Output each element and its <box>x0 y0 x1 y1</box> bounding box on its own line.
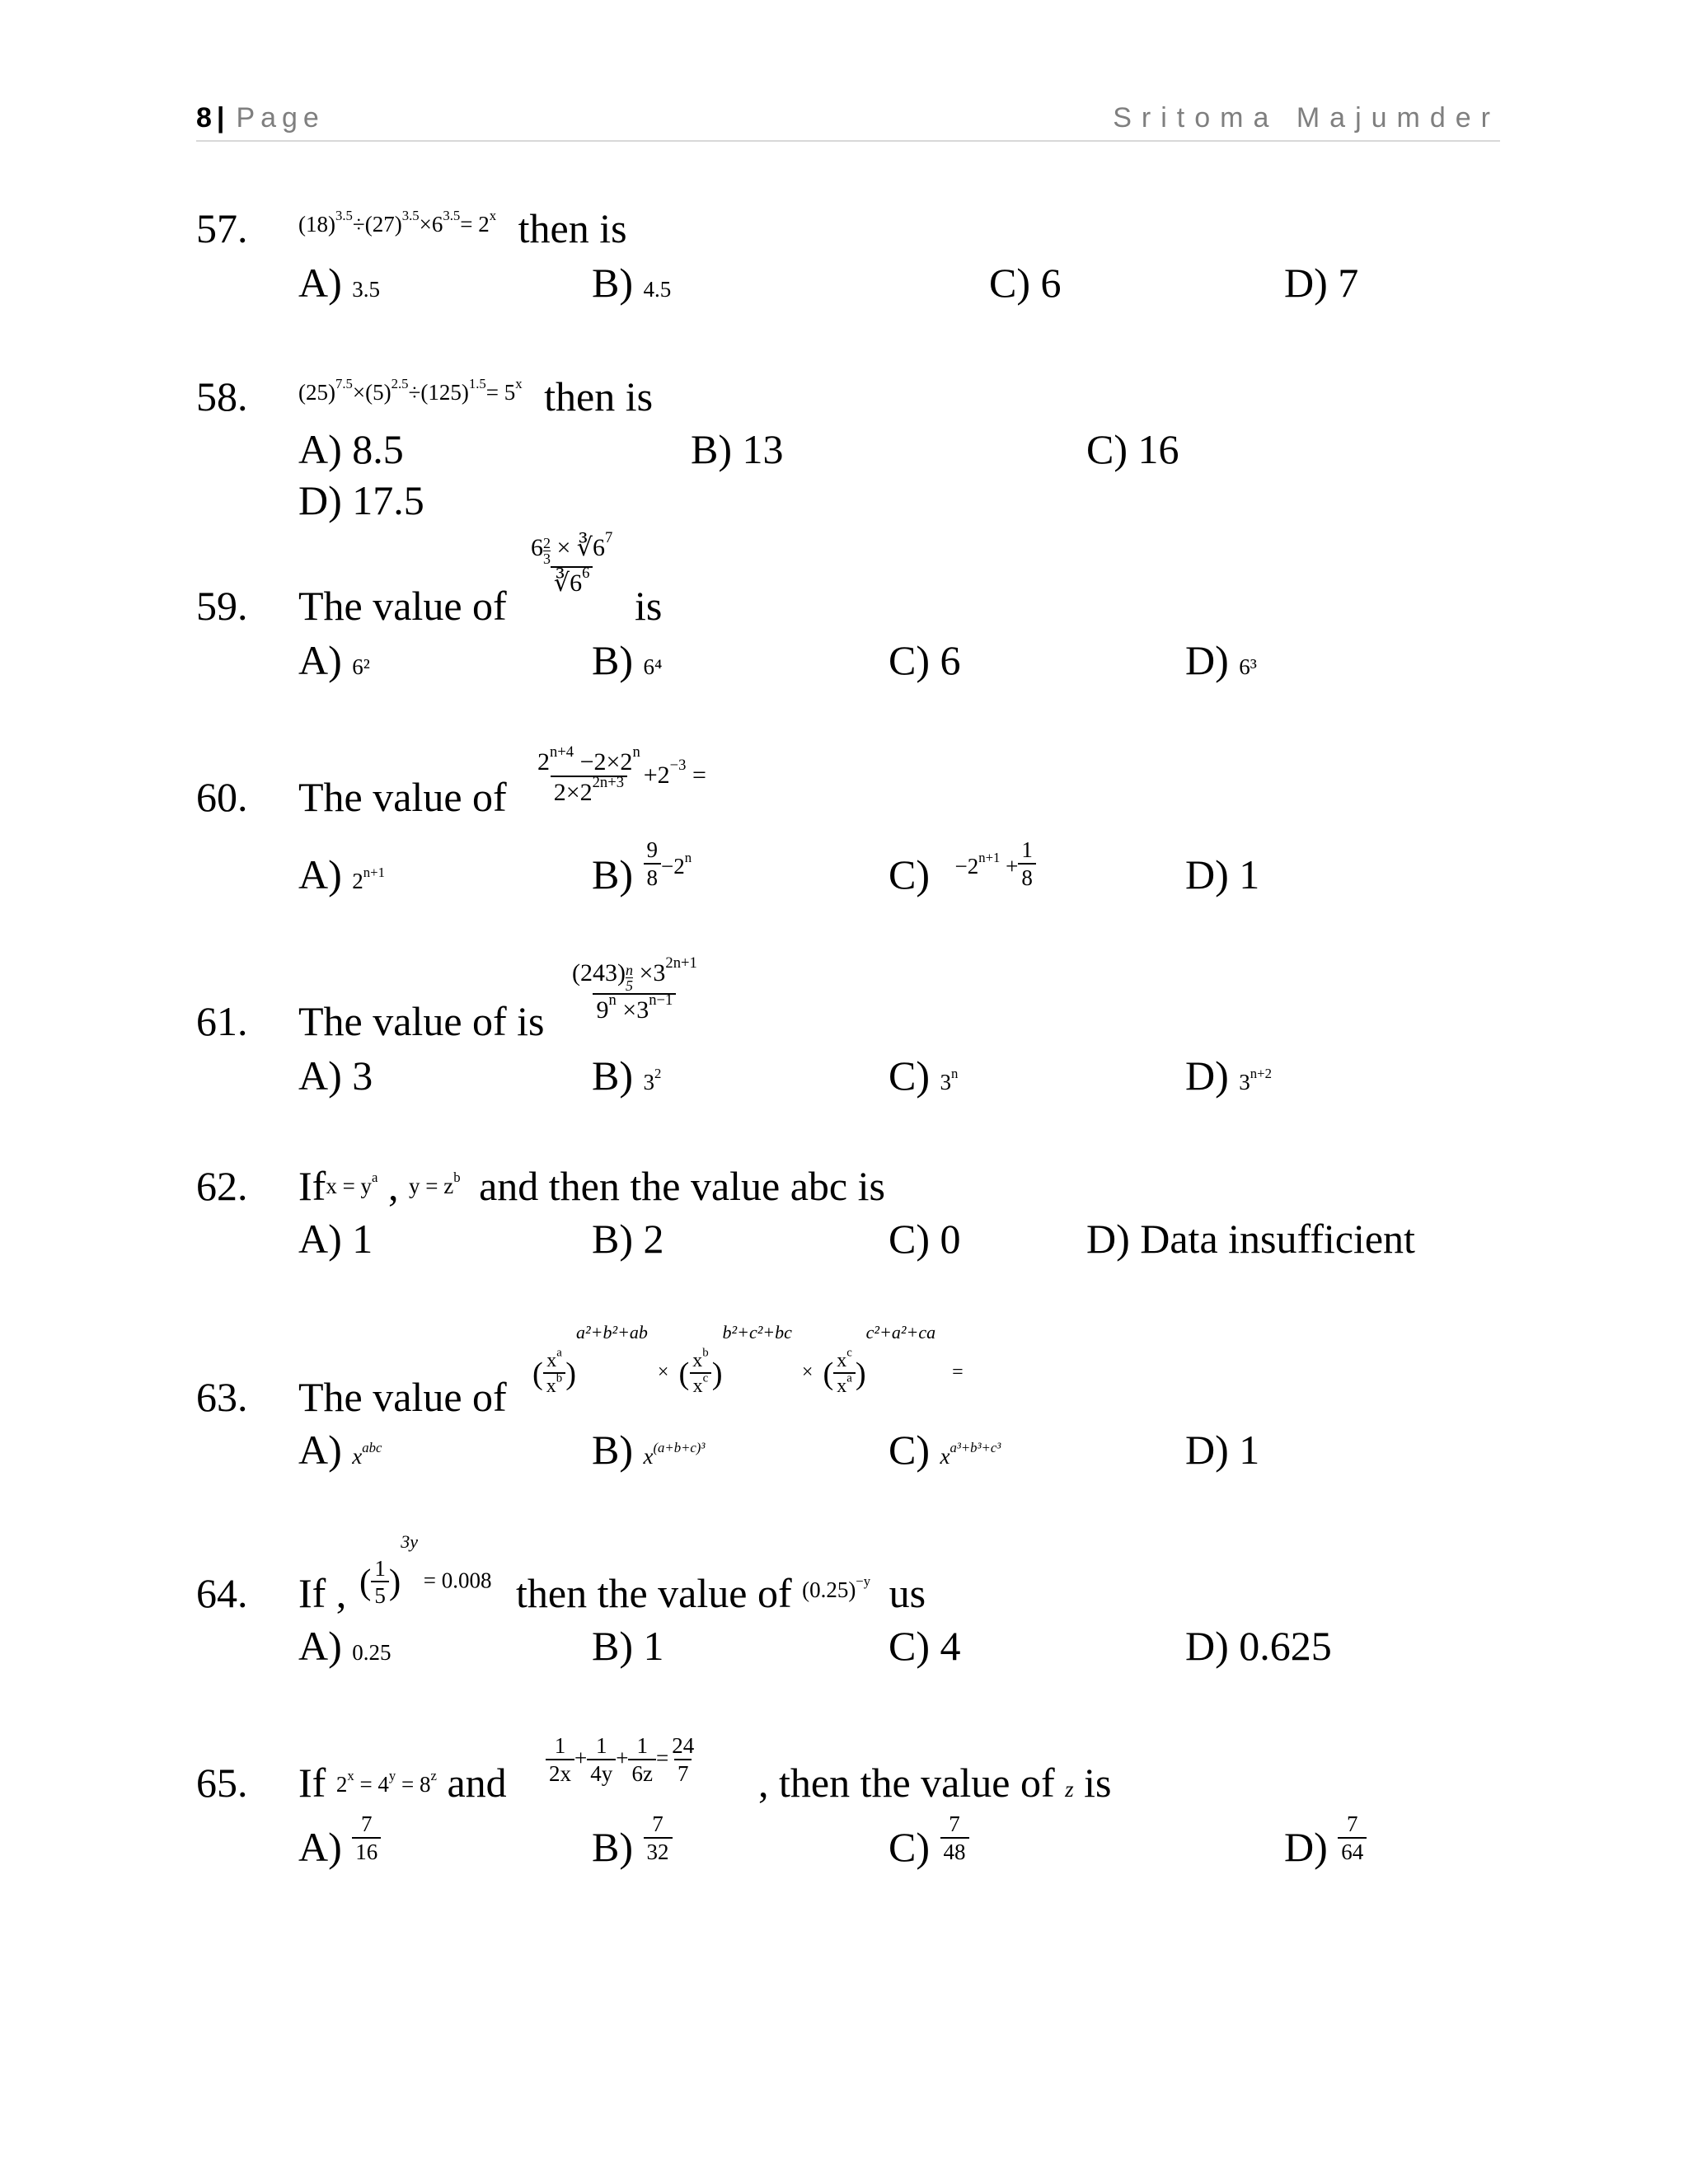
option-a[interactable]: A) 3.5 <box>298 260 381 306</box>
math-expression: ( $\frac{x^a}{x^b}$ )a²+b²+ab × ( $\frac{x^b}{x^c}$ )b²+c²+bc × ( $\frac{x^c}{x^a}$ )c²+a²+ca = <box>532 1322 964 1397</box>
option-d[interactable]: D) 1 <box>1185 1427 1260 1473</box>
math-expression: $\frac{2^{n+4} -2\times 2^n}{2\times 2^{2n+3}}$ $+2^{-3}$ = <box>537 743 706 806</box>
question-stem: Ifx = $y^a$ , $y = z^b$ and then the value abc is <box>298 1163 885 1209</box>
option-b[interactable]: B) 13 <box>691 426 784 472</box>
question-number: 57. <box>196 205 248 251</box>
option-c[interactable]: C) 3$^n$ <box>889 1052 959 1099</box>
option-c[interactable]: C) $x^{a^3+b^3+c^3}$ <box>889 1427 1001 1473</box>
question-stem: If $2^x = 4^y = 8^z$ and <box>298 1760 507 1806</box>
option-d[interactable]: D) $\frac{7}{64}$ <box>1284 1823 1367 1877</box>
option-c[interactable]: C) 0 <box>889 1216 961 1262</box>
option-b[interactable]: B) 2 <box>592 1216 664 1262</box>
option-d[interactable]: D) $3^{n+2}$ <box>1185 1052 1272 1099</box>
math-expression: 6 $\frac{2}{3}$ × $∛6^7$ $∛6^6$ <box>531 529 613 597</box>
option-a[interactable]: A) 0.25 <box>298 1623 392 1669</box>
option-a[interactable]: A) 8.5 <box>298 426 404 472</box>
question-number: 58. <box>196 373 248 419</box>
option-b[interactable]: B) 6⁴ <box>592 637 663 683</box>
question-number: 62. <box>196 1163 248 1209</box>
option-a[interactable]: A) $\frac{7}{16}$ <box>298 1823 381 1877</box>
question-number: 65. <box>196 1760 248 1806</box>
math-expression: ( $\frac{1}{5}$ )$^{3y}$ = 0.008 <box>359 1531 492 1609</box>
option-d[interactable]: D) 6³ <box>1185 637 1257 683</box>
page-word: Page <box>236 102 325 134</box>
question-stem: The value of <box>298 1374 507 1420</box>
option-a[interactable]: A) $x^{abc}$ <box>298 1427 382 1473</box>
question-stem: If , <box>298 1570 347 1616</box>
question-stem-b: then the value of $^{(0.25)^{-y}}$ us <box>516 1570 926 1616</box>
page-number: 8 <box>196 102 212 134</box>
option-a[interactable]: A) 1 <box>298 1216 373 1262</box>
math-expression: (243) $\frac{n}{5}$ $\times 3^{2n+1}$ $9^n \times 3^{n-1}$ <box>572 954 697 1024</box>
option-b[interactable]: B) $x^{(a+b+c)^3}$ <box>592 1427 706 1473</box>
question-number: 60. <box>196 774 248 820</box>
math-expression: $(25)^{7.5}\times(5)^{2.5}\div(125)^{1.5}= 5^x$ <box>298 376 523 405</box>
option-d[interactable]: D) 0.625 <box>1185 1623 1332 1669</box>
question-tail: is <box>635 583 663 629</box>
option-c[interactable]: C) 6 <box>989 260 1062 306</box>
option-c[interactable]: C) 4 <box>889 1623 961 1669</box>
question-stem: $(18)^{3.5}\div(27)^{3.5}\times 6^{3.5}= 2^x$ then is <box>298 205 627 251</box>
option-c[interactable]: C) 6 <box>889 637 961 683</box>
option-b[interactable]: B) 1 <box>592 1623 664 1669</box>
question-stem: The value of is <box>298 998 545 1044</box>
option-d[interactable]: D) 7 <box>1284 260 1359 306</box>
option-b[interactable]: B) 4.5 <box>592 260 672 306</box>
page-header <box>196 97 1500 142</box>
question-stem: The value of <box>298 583 507 629</box>
option-b[interactable]: B) $3^2$ <box>592 1052 662 1099</box>
option-d[interactable]: D) 1 <box>1185 851 1260 898</box>
option-c[interactable]: C) 16 <box>1086 426 1179 472</box>
option-b[interactable]: B) $\frac{9}{8}$ $^{-2^n}$ <box>592 837 692 898</box>
question-stem: The value of <box>298 774 507 820</box>
page-label: 8 | Page <box>196 102 325 134</box>
option-a[interactable]: A) 3 <box>298 1052 373 1099</box>
option-d[interactable]: D) 17.5 <box>298 477 424 523</box>
question-number: 61. <box>196 998 248 1044</box>
question-stem-c: , then the value of z is <box>758 1760 1112 1806</box>
question-number: 59. <box>196 583 248 629</box>
option-b[interactable]: B) $\frac{7}{32}$ <box>592 1823 673 1877</box>
option-a[interactable]: A) $2^{n+1}$ <box>298 851 385 898</box>
question-stem: $(25)^{7.5}\times(5)^{2.5}\div(125)^{1.5}= 5^x$ then is <box>298 373 654 419</box>
author-name: Sritoma Majumder <box>1113 102 1500 134</box>
question-number: 64. <box>196 1570 248 1616</box>
math-expression: $\frac{1}{2x}$ + $\frac{1}{4y}$ + $\frac{1}{6z}$ = $\frac{24}{7}$ <box>546 1734 697 1786</box>
option-a[interactable]: A) 6² <box>298 637 370 683</box>
question-number: 63. <box>196 1374 248 1420</box>
option-c[interactable]: C) $^{-2^{n+1} +}$ $\frac{1}{8}$ <box>889 851 1036 905</box>
option-d[interactable]: D) Data insufficient <box>1086 1216 1415 1262</box>
math-expression: $(18)^{3.5}\div(27)^{3.5}\times 6^{3.5}= 2^x$ <box>298 208 497 237</box>
option-c[interactable]: C) $\frac{7}{48}$ <box>889 1823 969 1877</box>
